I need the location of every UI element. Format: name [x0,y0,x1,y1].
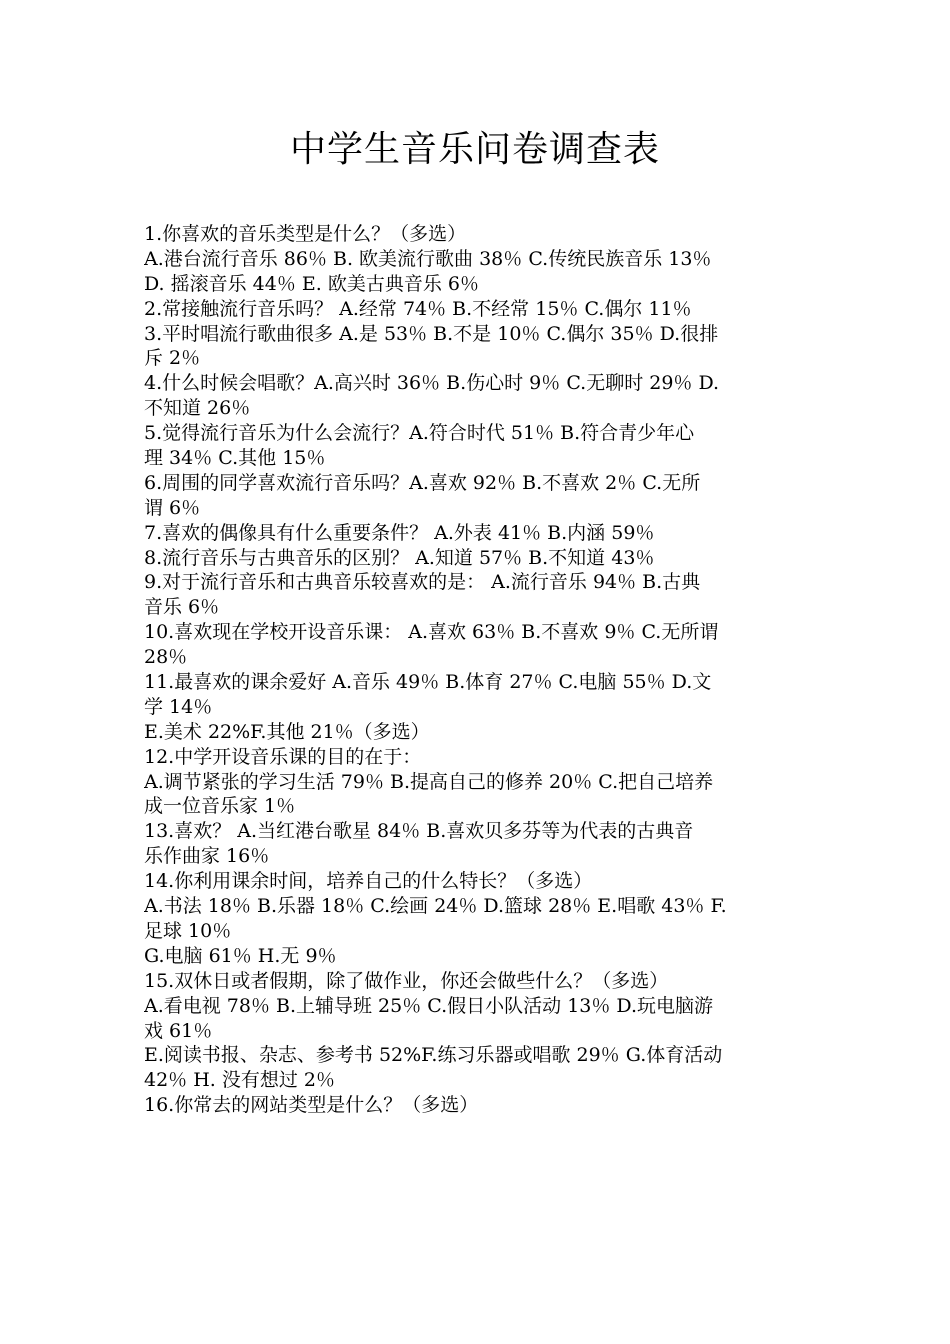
text-line: 斥 2％ [144,347,201,370]
text-line: 不知道 26％ [144,397,251,420]
text-line: 1.你喜欢的音乐类型是什么？（多选） [144,223,467,245]
text-line: 乐作曲家 16％ [144,845,270,868]
text-line: 4.什么时候会唱歌？A.高兴时 36％ B.伤心时 9％ C.无聊时 29％ D. [144,372,720,395]
text-line: A.书法 18％ B.乐器 18％ C.绘画 24％ D.篮球 28％ E.唱歌 43％ F. [144,895,727,918]
text-line: A.调节紧张的学习生活 79％ B.提高自己的修养 20％ C.把自己培养 [144,770,714,793]
text-line: 戏 61％ [144,1019,213,1042]
text-line: 2.常接触流行音乐吗？ A.经常 74％ B.不经常 15％ C.偶尔 11％ [144,297,692,320]
text-line: 15.双休日或者假期，除了做作业，你还会做些什么？（多选） [144,969,669,992]
text-line: 9.对于流行音乐和古典音乐较喜欢的是： A.流行音乐 94％ B.古典 [144,571,701,594]
text-line: 8.流行音乐与古典音乐的区别？ A.知道 57％ B.不知道 43％ [144,546,655,569]
survey-content [144,222,808,1118]
text-line: 10.喜欢现在学校开设音乐课： A.喜欢 63％ B.不喜欢 9％ C.无所谓 [144,621,719,644]
text-line: 13.喜欢？ A.当红港台歌星 84％ B.喜欢贝多芬等为代表的古典音 [144,820,694,843]
text-line: 5.觉得流行音乐为什么会流行？A.符合时代 51％ B.符合青少年心 [144,422,695,445]
text-line: G.电脑 61％ H.无 9％ [144,944,337,967]
text-line: 学 14％ [144,695,213,718]
text-line: 3.平时唱流行歌曲很多 A.是 53％ B.不是 10％ C.偶尔 35％ D.很排 [144,322,719,345]
text-line: 成一位音乐家 1％ [144,795,296,818]
text-line: 14.你利用课余时间，培养自己的什么特长？（多选） [144,870,593,893]
text-line: A.看电视 78％ B.上辅导班 25％ C.假日小队活动 13％ D.玩电脑游 [144,994,714,1017]
text-line: 6.周围的同学喜欢流行音乐吗？A.喜欢 92％ B.不喜欢 2％ C.无所 [144,471,701,494]
text-line: 谓 6％ [144,496,201,519]
text-line: 12.中学开设音乐课的目的在于： [144,745,422,768]
document-title: 中学生音乐问卷调查表 [289,129,660,170]
text-line: 16.你常去的网站类型是什么？（多选） [144,1094,479,1117]
text-line: 音乐 6％ [144,596,220,619]
text-line: 42％ H. 没有想过 2％ [144,1069,335,1092]
text-line: 11.最喜欢的课余爱好 A.音乐 49％ B.体育 27％ C.电脑 55％ D.文 [144,671,712,694]
text-line: 理 34％ C.其他 15％ [144,447,326,470]
text-line: A.港台流行音乐 86％ B. 欧美流行歌曲 38％ C.传统民族音乐 13％ [144,247,712,270]
text-line: 28％ [144,646,188,669]
text-line: E.阅读书报、杂志、参考书 52%F.练习乐器或唱歌 29％ G.体育活动 [144,1044,723,1067]
text-line: 足球 10％ [144,919,232,942]
text-line: 7.喜欢的偶像具有什么重要条件？ A.外表 41％ B.内涵 59％ [144,521,655,544]
text-line: D. 摇滚音乐 44％ E. 欧美古典音乐 6％ [144,272,479,295]
text-line: E.美术 22%F.其他 21％（多选） [144,720,430,743]
